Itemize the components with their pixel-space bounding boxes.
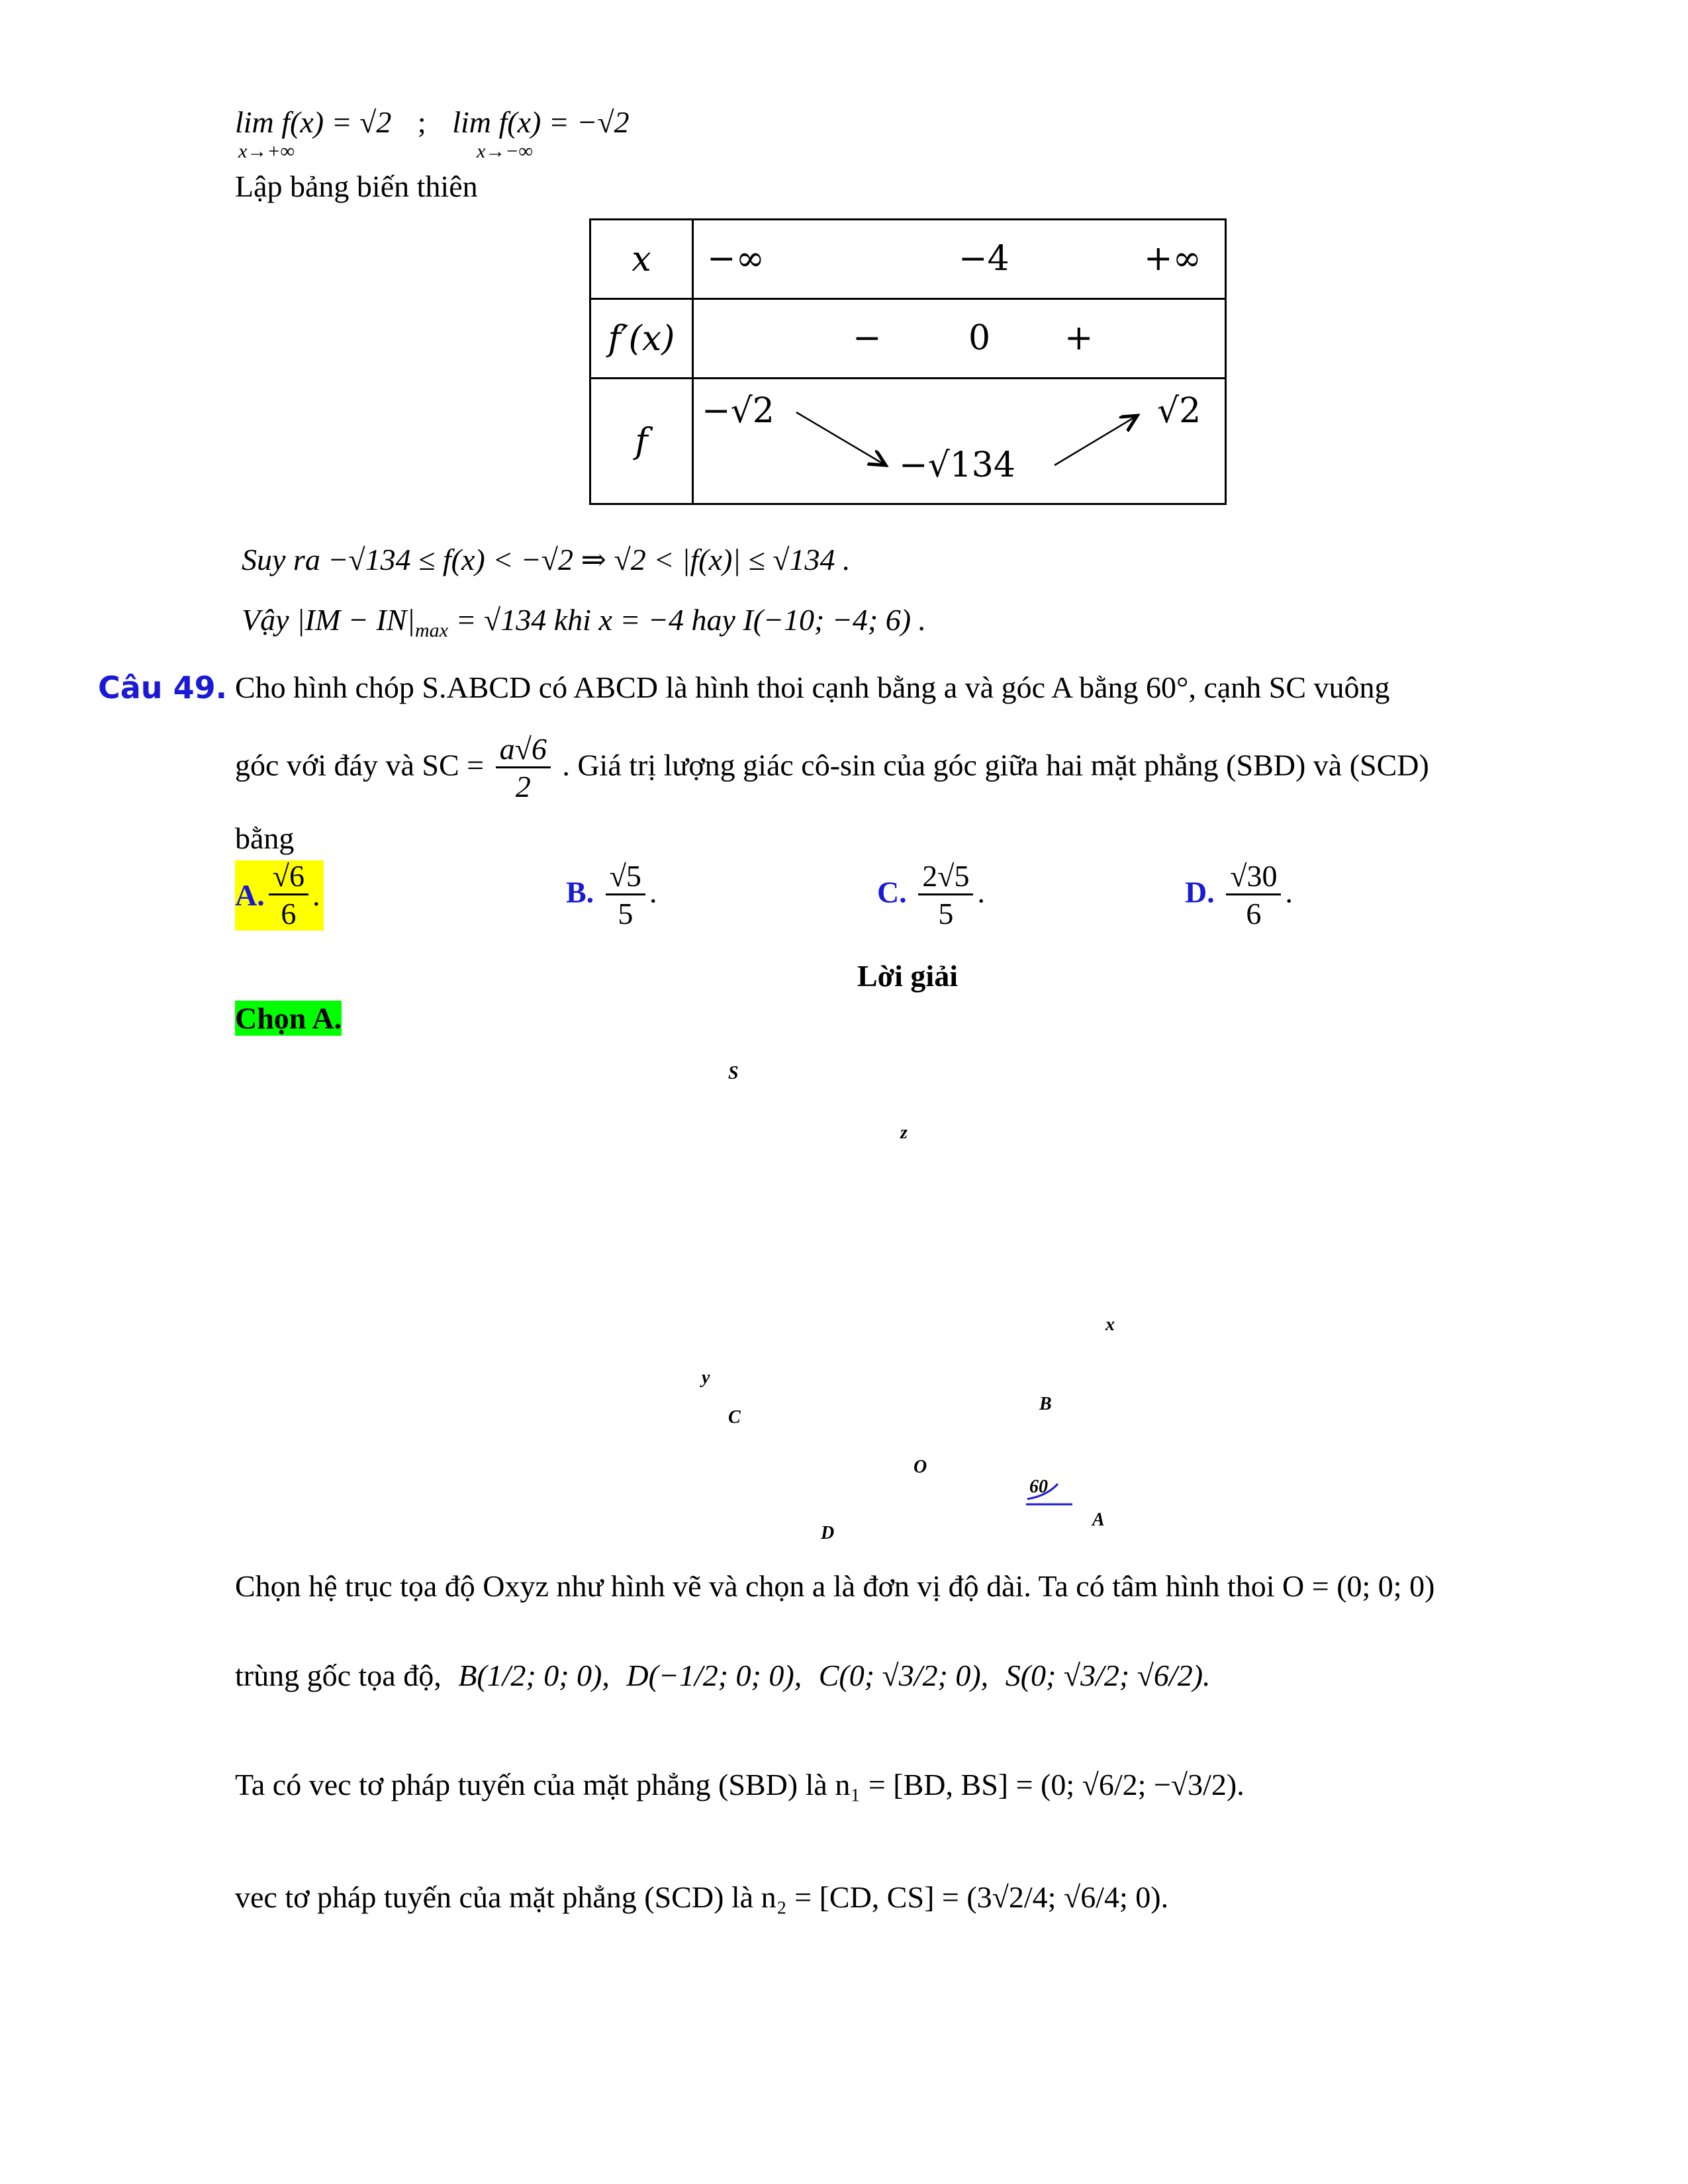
- question-line2-post: . Giá trị lượng giác cô-sin của góc giữa hai mặt phẳng (SBD) và (SCD): [562, 748, 1429, 782]
- limit-minus-inf: lim f(x) = −√2: [452, 105, 630, 139]
- bbt-x-v2: −4: [959, 239, 1009, 279]
- answer-c-fraction: [918, 860, 973, 931]
- sol2-D: D(−1/2; 0; 0),: [626, 1659, 802, 1692]
- sc-fraction: [496, 733, 551, 803]
- answer-a[interactable]: A. $\frac{√6}{6}$ .: [235, 860, 324, 931]
- bbt-f-values: [693, 379, 1226, 504]
- answer-a-letter: A.: [235, 878, 265, 913]
- answer-c-den: 5: [938, 897, 954, 931]
- vay-text: Vậy |IM − IN|: [242, 603, 415, 637]
- bbt-fp-s2: 0: [968, 318, 991, 358]
- bbt-f-left: −√2: [702, 391, 774, 431]
- pyramid-figure: [655, 1039, 1158, 1555]
- question-line2-pre: góc với đáy và SC =: [235, 748, 485, 782]
- answer-b-num: √5: [606, 860, 645, 895]
- answer-a-den: 6: [281, 897, 297, 931]
- fig-label-z: z: [900, 1122, 908, 1143]
- sol2-C: C(0; √3/2; 0),: [818, 1659, 989, 1692]
- variation-table: [589, 218, 1227, 505]
- fig-label-x: x: [1105, 1314, 1115, 1335]
- bbt-arrows: [694, 379, 1223, 505]
- fig-label-angle: 60: [1029, 1477, 1048, 1497]
- solution-line3: Ta có vec tơ pháp tuyến của mặt phẳng (SBD) là n₁ = [BD, BS] = (0; √6/2; −√3/2).: [235, 1768, 1244, 1801]
- sol2-S: S(0; √3/2; √6/2).: [1005, 1659, 1211, 1692]
- answer-c[interactable]: C. $\frac{2√5}{5}$ .: [877, 859, 985, 931]
- answer-a-num: √6: [269, 860, 308, 895]
- question-line3: bằng: [235, 821, 295, 855]
- fig-label-A: A: [1092, 1510, 1105, 1530]
- vay-sub: max: [414, 619, 448, 642]
- bbt-x-v3: +∞: [1144, 239, 1201, 279]
- bbt-x-label: x: [590, 220, 693, 299]
- chosen-answer: Chọn A.: [235, 1001, 342, 1035]
- sol2-pre: trùng gốc tọa độ,: [235, 1659, 442, 1692]
- vay-rest: = √134 khi x = −4 hay I(−10; −4; 6) .: [447, 603, 927, 637]
- solution-title: Lời giải: [857, 959, 958, 993]
- answer-b-den: 5: [618, 897, 633, 931]
- bbt-fp-s3: +: [1064, 318, 1094, 358]
- fig-label-O: O: [914, 1457, 927, 1477]
- answer-d-num: √30: [1226, 860, 1281, 895]
- bbt-f-label: f: [590, 379, 693, 504]
- bbt-arrow-down: [796, 412, 886, 465]
- answer-b-fraction: [606, 860, 645, 931]
- fig-label-C: C: [728, 1407, 741, 1428]
- question-line1: Cho hình chóp S.ABCD có ABCD là hình thoi cạnh bằng a và góc A bằng 60°, cạnh SC vuông: [235, 670, 1390, 704]
- bbt-intro: Lập bảng biến thiên: [235, 169, 478, 203]
- vay-line: [242, 602, 926, 642]
- solution-line4: vec tơ pháp tuyến của mặt phẳng (SCD) là n₂ = [CD, CS] = (3√2/4; √6/4; 0).: [235, 1880, 1169, 1914]
- fig-label-y: y: [702, 1367, 710, 1388]
- answer-b[interactable]: B. $\frac{√5}{5}$ .: [566, 859, 657, 931]
- bbt-x-values: [693, 220, 1226, 299]
- answer-c-letter: C.: [877, 875, 907, 909]
- question-line2: [235, 733, 1429, 803]
- fig-label-B: B: [1039, 1394, 1052, 1414]
- answer-a-fraction: [269, 860, 308, 931]
- bbt-x-v1: −∞: [707, 239, 765, 279]
- limit-separator: ;: [417, 105, 426, 139]
- answer-b-letter: B.: [566, 875, 594, 909]
- bbt-fp-label: f′(x): [590, 299, 693, 379]
- fig-label-S: S: [728, 1063, 739, 1083]
- limit-plus-inf: lim f(x) = √2: [235, 105, 392, 139]
- sc-num: a√6: [496, 733, 551, 768]
- answer-d-fraction: [1226, 860, 1281, 931]
- solution-line2: [235, 1658, 1211, 1693]
- answer-d-letter: D.: [1185, 875, 1215, 909]
- bbt-f-right: √2: [1157, 391, 1201, 431]
- sc-den: 2: [515, 770, 531, 804]
- sol2-B: B(1/2; 0; 0),: [458, 1659, 610, 1692]
- bbt-fp-s1: −: [853, 318, 882, 358]
- question-label: Câu 49.: [98, 670, 228, 705]
- suy-ra-line: Suy ra −√134 ≤ f(x) < −√2 ⇒ √2 < |f(x)| ≤ √134 .: [242, 543, 851, 576]
- bbt-arrow-up: [1055, 416, 1137, 465]
- answer-d-den: 6: [1246, 897, 1262, 931]
- limit-sub-minus: x→−∞: [477, 140, 533, 162]
- limits-line: [235, 105, 630, 140]
- solution-line1: Chọn hệ trục tọa độ Oxyz như hình vẽ và chọn a là đơn vị độ dài. Ta có tâm hình thoi O = (0; 0; 0): [235, 1569, 1435, 1603]
- answer-c-num: 2√5: [918, 860, 973, 895]
- bbt-f-min: −√134: [899, 445, 1015, 485]
- answer-d[interactable]: D. $\frac{√30}{6}$ .: [1185, 859, 1293, 931]
- limit-sub-plus: x→+∞: [238, 140, 295, 162]
- bbt-fp-values: [693, 299, 1226, 379]
- fig-label-D: D: [821, 1523, 835, 1543]
